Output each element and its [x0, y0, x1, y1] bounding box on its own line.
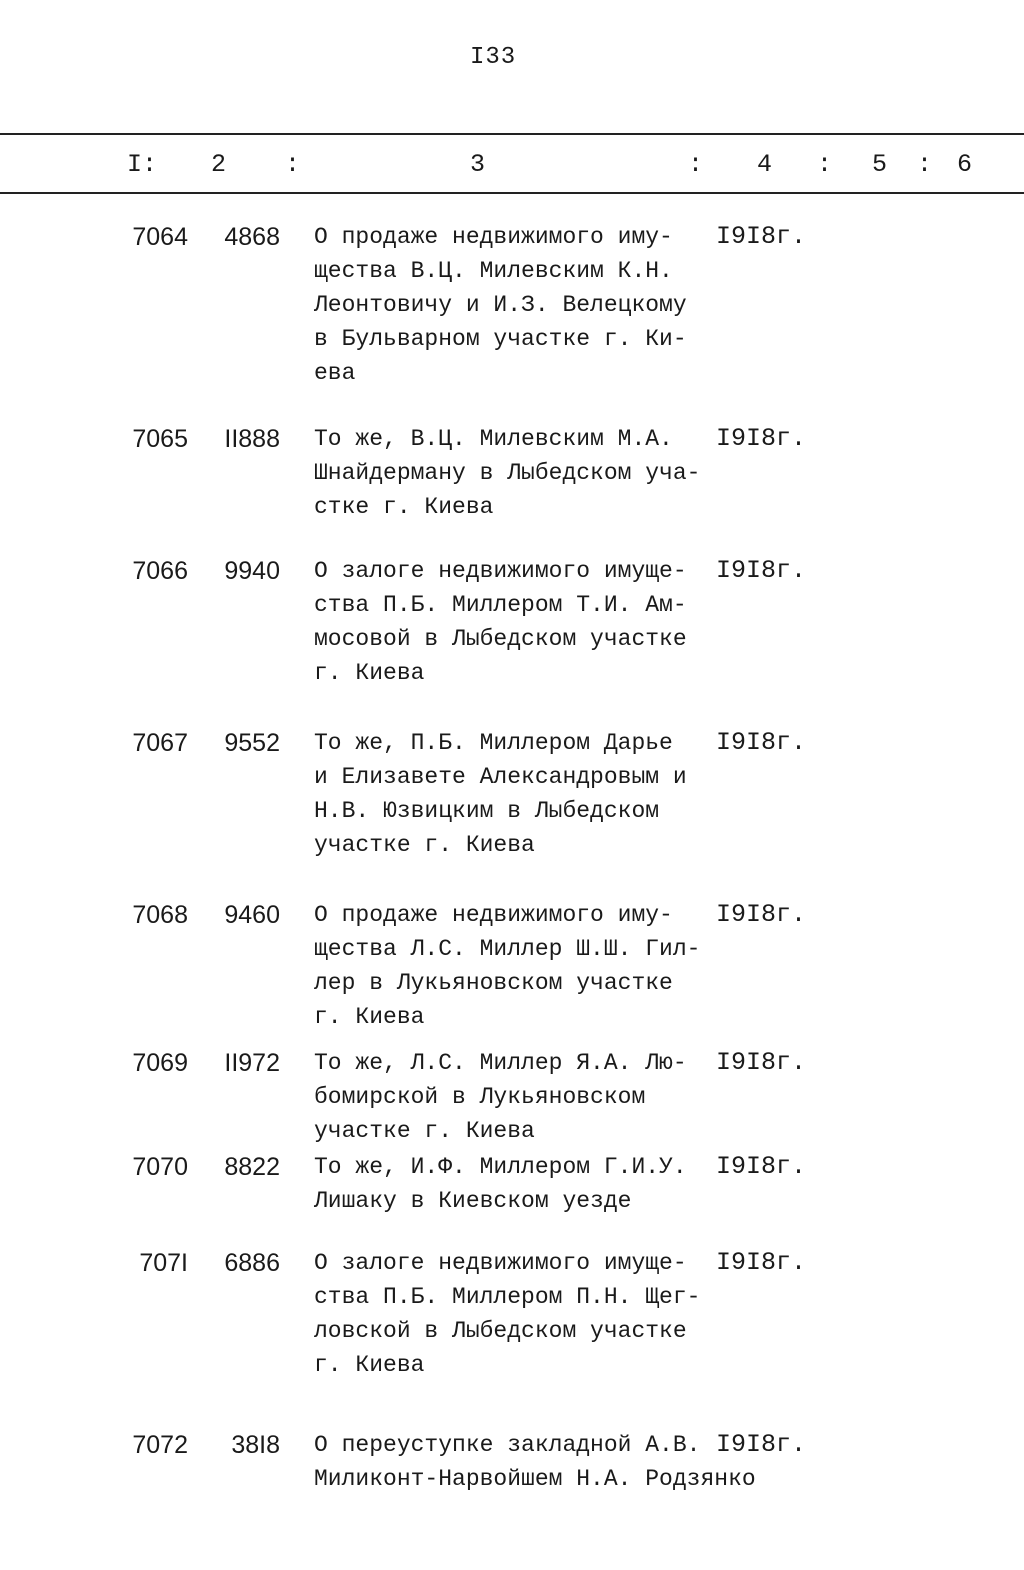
record-date: I9I8г.	[716, 728, 807, 757]
record-title	[314, 1046, 714, 1148]
record-case: 4868	[224, 223, 280, 251]
record-title-line: ловской в Лыбедском участке	[314, 1318, 687, 1344]
record-title	[314, 1428, 756, 1496]
record-case: 6886	[224, 1249, 280, 1277]
record-title-line: То же, В.Ц. Милевским М.А.	[314, 426, 673, 452]
record-title-line: ства П.Б. Миллером П.Н. Щег-	[314, 1284, 701, 1310]
record-number: 7067	[132, 729, 188, 757]
record-date: I9I8г.	[716, 1048, 807, 1077]
page-number: I33	[470, 44, 517, 71]
record-number: 707I	[139, 1249, 188, 1277]
record-title	[314, 220, 714, 390]
record-title-line: То же, П.Б. Миллером Дарье	[314, 730, 673, 756]
column-header-6: 6	[957, 150, 973, 179]
record-number: 7066	[132, 557, 188, 585]
header-rule-bottom	[0, 192, 1024, 194]
column-header-5: 5	[872, 150, 888, 179]
record-case: 38I8	[231, 1431, 280, 1459]
record-title-line: То же, И.Ф. Миллером Г.И.У.	[314, 1154, 687, 1180]
record-date: I9I8г.	[716, 1152, 807, 1181]
record-title-line: О продаже недвижимого иму-	[314, 902, 673, 928]
record-title-line: и Елизавете Александровым и	[314, 764, 687, 790]
record-date: I9I8г.	[716, 1248, 807, 1277]
column-separator: :	[688, 150, 704, 179]
column-header-3: 3	[470, 150, 486, 179]
record-title-line: лер в Лукьяновском участке	[314, 970, 673, 996]
record-number: 7070	[132, 1153, 188, 1181]
record-title-line: участке г. Киева	[314, 832, 535, 858]
record-title-line: щества В.Ц. Милевским К.Н.	[314, 258, 673, 284]
record-title	[314, 726, 714, 862]
record-case: 9460	[224, 901, 280, 929]
record-title-line: щества Л.С. Миллер Ш.Ш. Гил-	[314, 936, 701, 962]
record-title-line: О залоге недвижимого имуще-	[314, 1250, 687, 1276]
record-number: 7068	[132, 901, 188, 929]
record-number: 7065	[132, 425, 188, 453]
record-title-line: стке г. Киева	[314, 494, 494, 520]
record-title-line: в Бульварном участке г. Ки-	[314, 326, 687, 352]
column-header-2: 2	[211, 150, 227, 179]
record-title-line: г. Киева	[314, 1352, 425, 1378]
record-title	[314, 1246, 714, 1382]
column-separator: :	[285, 150, 301, 179]
record-case: 9552	[224, 729, 280, 757]
record-case: II972	[224, 1049, 280, 1077]
record-title-line: О продаже недвижимого иму-	[314, 224, 673, 250]
record-title-line: О переуступке закладной А.В.	[314, 1432, 701, 1458]
record-number: 7064	[132, 223, 188, 251]
record-case: 8822	[224, 1153, 280, 1181]
record-title-line: ева	[314, 360, 356, 386]
record-title-line: ства П.Б. Миллером Т.И. Ам-	[314, 592, 687, 618]
column-separator: :	[142, 150, 158, 179]
record-title-line: Леонтовичу и И.З. Велецкому	[314, 292, 687, 318]
column-separator: :	[817, 150, 833, 179]
record-title-line: Н.В. Юзвицким в Лыбедском	[314, 798, 660, 824]
column-separator: :	[917, 150, 933, 179]
record-title	[314, 422, 714, 524]
column-header-4: 4	[757, 150, 773, 179]
record-title-line: То же, Л.С. Миллер Я.А. Лю-	[314, 1050, 687, 1076]
record-title-line: участке г. Киева	[314, 1118, 535, 1144]
header-rule-top	[0, 133, 1024, 135]
record-title-line: Шнайдерману в Лыбедском уча-	[314, 460, 701, 486]
record-case: II888	[224, 425, 280, 453]
record-number: 7072	[132, 1431, 188, 1459]
record-title	[314, 554, 714, 690]
record-title-line: Лишаку в Киевском уезде	[314, 1188, 632, 1214]
record-title-line: бомирской в Лукьяновском	[314, 1084, 646, 1110]
record-title-line: мосовой в Лыбедском участке	[314, 626, 687, 652]
record-case: 9940	[224, 557, 280, 585]
record-title-line: г. Киева	[314, 1004, 425, 1030]
record-title-line: О залоге недвижимого имуще-	[314, 558, 687, 584]
record-number: 7069	[132, 1049, 188, 1077]
record-date: I9I8г.	[716, 900, 807, 929]
record-title	[314, 1150, 714, 1218]
record-date: I9I8г.	[716, 222, 807, 251]
record-title	[314, 898, 714, 1034]
record-date: I9I8г.	[716, 1430, 807, 1459]
column-header-1: I	[127, 150, 143, 179]
record-title-line: г. Киева	[314, 660, 425, 686]
record-date: I9I8г.	[716, 556, 807, 585]
record-title-line: Миликонт-Нарвойшем Н.А. Родзянко	[314, 1466, 756, 1492]
record-date: I9I8г.	[716, 424, 807, 453]
